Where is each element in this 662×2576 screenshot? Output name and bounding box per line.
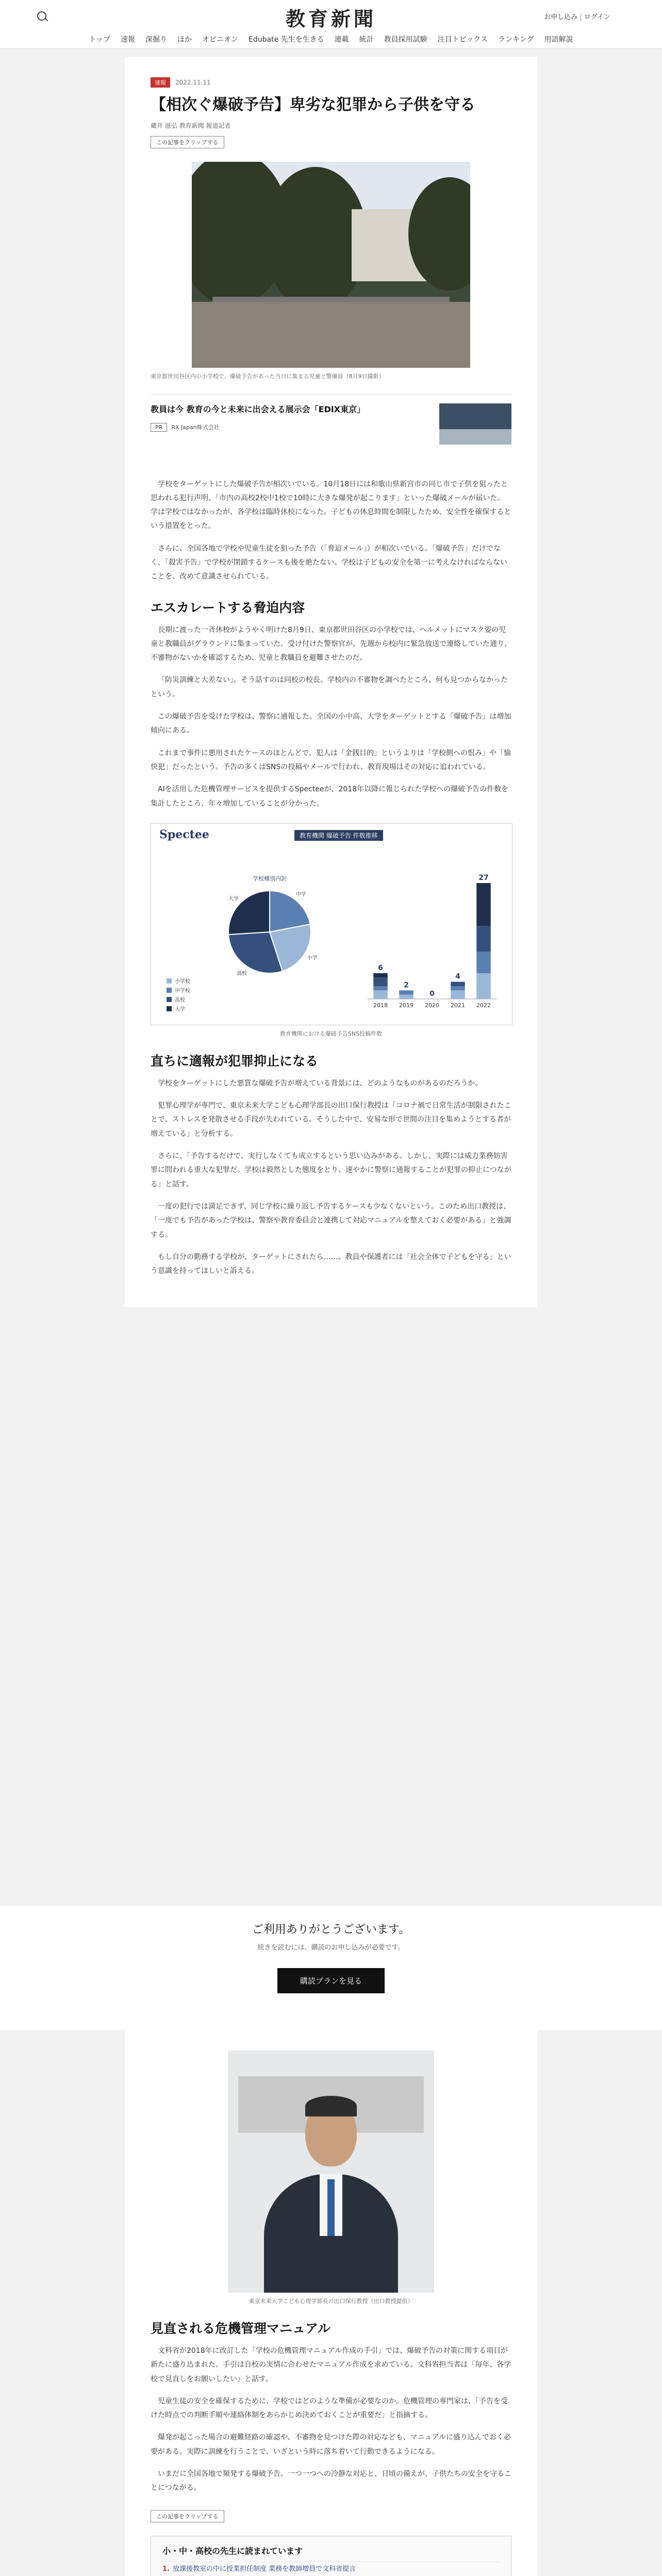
paragraph: もし自分の勤務する学校が、ターゲットにされたら……。教員や保護者には「社会全体で子どもを守る」という意識を持ってほしいと訴える。 <box>151 1252 511 1276</box>
nav-list <box>89 31 573 48</box>
legend-label: 高校 <box>175 997 185 1003</box>
paragraph: 一度の犯行では満足できず、同じ学校に繰り返し予告するケースも少なくないという。このため出口教授は、「一度でも予告があった学校は、警察や教育委員会と連携して対応マニュアルを整えておく必要がある」と強調する。 <box>151 1202 511 1239</box>
ranking-number: 1. <box>162 2565 170 2573</box>
bar-segment <box>373 977 388 986</box>
paragraph: これまで事件に悪用されたケースのほとんどで、犯人は「金銭目的」というよりは「学校側への恨み」や「愉快犯」だったという。予告の多くはSNSの投稿やメールで行われ、教育現場はその対応に追われている。 <box>151 749 511 771</box>
bar-total-label: 6 <box>378 963 383 972</box>
paragraph: 「防災訓練と大差ない」。そう話すのは同校の校長。学校内の不審物を調べたところ、何も見つからなかったという。 <box>151 676 508 699</box>
paragraph: 文科省が2018年に改訂した「学校の危機管理マニュアル作成の手引」では、爆破予告の対策に関する項目が新たに盛り込まれた。手引は自校の実情に合わせたマニュアル作成を求めている。文科省担当者は「毎年、各学校で見直しをお願いしたい」と話す。 <box>151 2347 511 2383</box>
bar-segment <box>399 990 413 994</box>
pie-label: 中学 <box>296 891 307 897</box>
chart-caption: 教育機関における爆破予告SNS投稿件数 <box>279 1030 383 1037</box>
paragraph: 長期に渡った一斉休校がようやく明けた8月9日、東京都世田谷区の小学校では、ヘルメットにマスク姿の児童と教職員がグラウンドに集まっていた。受け付けた警察官が、先週から校内に緊急放送で連絡していた通り、不審物がないかを確認するため、児童と教職員を避難させたのだ。 <box>151 625 511 663</box>
section-heading-2: 直ちに適報が犯罪抑止になる <box>151 1053 319 1069</box>
signup-link[interactable]: お申し込み <box>544 13 578 21</box>
category-badge[interactable]: 速報 <box>151 77 170 88</box>
bar-segment <box>476 883 491 926</box>
legend-swatch <box>167 997 172 1002</box>
bar-segment <box>399 995 413 999</box>
site-logo[interactable]: 教育新聞 <box>285 7 376 30</box>
legend-label: 中学校 <box>175 988 190 994</box>
bar-segment <box>373 973 388 977</box>
login-link[interactable]: ログイン <box>584 13 610 21</box>
chart-canvas <box>151 824 512 1025</box>
byline: 蔵井 滋弘 教育新聞 報道記者 <box>151 122 231 129</box>
paragraph: さらに、全国各地で学校や児童生徒を狙った予告（「脅迫メール」）が相次いでいる。「爆破予告」だけでなく、「殺害予告」で学校が閉鎖するケースも後を絶たない。学校は子どもの安全を第一に考えなければならないことを、改めて意識させられている。 <box>151 544 508 581</box>
x-tick-label: 2020 <box>425 1002 439 1009</box>
paragraph: 児童生徒の安全を確保するために、学校ではどのような準備が必要なのか。危機管理の専門家は、「予告を受けた時点での判断手順や連絡体制をあらかじめ決めておくことが重要だ」と指摘する。 <box>151 2397 508 2420</box>
nav-item[interactable]: 教員採用試験 <box>384 36 427 44</box>
bar-total-label: 2 <box>404 981 409 990</box>
ranking-item-title[interactable]: 放課後教室の中に授業担任制度 業務を教師増員で文科省提言 <box>173 2565 356 2573</box>
bar-total-label: 0 <box>429 989 435 998</box>
nav-item[interactable]: ランキング <box>498 36 534 44</box>
bar-total-label: 27 <box>478 873 489 882</box>
paragraph: さらに、「予告するだけで、実行しなくても成立するという思い込みがある。しかし、実際には威力業務妨害罪に問われる重大な犯罪だ。学校は毅然とした態度をとり、速やかに警察に通報することが犯罪の抑止につながる」と話す。 <box>151 1152 511 1189</box>
bar-segment <box>373 990 388 999</box>
nav-item[interactable]: 用語解説 <box>544 36 573 44</box>
nav-item[interactable]: 連載 <box>334 36 349 44</box>
global-nav <box>0 31 662 49</box>
bar-total-label: 4 <box>455 972 460 981</box>
article <box>125 57 537 1307</box>
legend-label: 大学 <box>175 1006 185 1012</box>
pie-label: 大学 <box>228 896 239 902</box>
bar-segment <box>476 952 491 973</box>
legend-swatch <box>167 978 172 984</box>
subscription-plan-button[interactable]: 購読プランを見る <box>277 1968 385 1993</box>
chart-title: 教育機関 爆破予告 件数推移 <box>294 830 383 841</box>
article-body <box>151 478 511 1279</box>
article-photo <box>192 162 470 368</box>
sponsor-name: RX Japan株式会社 <box>171 423 220 431</box>
promo-thumbnail[interactable] <box>439 403 511 445</box>
paragraph: この爆破予告を受けた学校は、警察に通報した。全国の小中高、大学をターゲットとする「爆破予告」は増加傾向にある。 <box>151 713 511 735</box>
paywall <box>0 1906 662 2030</box>
ranking-list <box>162 2562 500 2576</box>
section-heading-3: 見直される危機管理マニュアル <box>151 2321 331 2336</box>
site-header <box>0 0 662 31</box>
bar-segment <box>451 982 465 986</box>
paragraph: 学校をターゲットにした爆破予告が相次いでいる。10月18日には和歌山県新宮市の同じ市で子供を狙ったと思われる犯行声明、「市内の高校2校中1校で10時に大きな爆発が起こります」といった爆破メールが届いた。学は学校ではなかったが、各学校は臨時休校になった。子どもの休息時間を制限したため、安全性を確保するという措置をとった。 <box>151 480 511 531</box>
bar-segment <box>476 926 491 952</box>
x-tick-label: 2022 <box>476 1002 491 1009</box>
pr-badge: PR <box>151 423 167 432</box>
x-tick-label: 2019 <box>399 1002 413 1009</box>
pie-title: 学校種別内訳 <box>253 875 287 882</box>
pie-label: 高校 <box>237 971 247 977</box>
promo-title[interactable]: 教員は今 教育の今と未来に出会える展示会「EDIX東京」 <box>151 404 366 414</box>
legend-swatch <box>167 988 172 993</box>
article-title: 【相次ぐ爆破予告】卑劣な犯罪から子供を守る <box>151 96 475 114</box>
paragraph: 犯罪心理学が専門で、東京未来大学こども心理学部長の出口保行教授は「コロナ禍で日常生活が制限されたことで、ストレスを発散させる手段が失われている。そうした中で、安易な形で世間の注目を集めようとする者が増えている」と分析する。 <box>151 1101 511 1138</box>
portrait-caption: 東京未来大学こども心理学部長の出口保行教授（出口教授提供） <box>249 2298 413 2304</box>
nav-item[interactable]: 注目トピックス <box>437 36 488 44</box>
nav-item[interactable]: オピニオン <box>202 36 239 44</box>
ranking-title: 小・中・高校の先生に読まれています <box>162 2546 303 2556</box>
nav-item[interactable]: 深掘り <box>145 36 168 44</box>
section-heading-1: エスカレートする脅迫内容 <box>151 600 305 615</box>
ranking-item[interactable] <box>162 2562 500 2576</box>
x-tick-label: 2021 <box>451 1002 465 1009</box>
nav-item[interactable]: ほか <box>177 36 192 44</box>
article-meta <box>151 77 511 88</box>
article-date: 2022.11.11 <box>175 79 211 86</box>
paywall-title: ご利用ありがとうございます。 <box>252 1923 410 1936</box>
legend-swatch <box>167 1006 172 1011</box>
nav-item[interactable]: 統計 <box>359 36 374 44</box>
paragraph: 爆発が起こった場合の避難経路の確認や、不審物を見つけた際の対応なども、マニュアルに盛り込んでおく必要がある。実際に訓練を行うことで、いざという時に落ち着いて行動できるようになる。 <box>151 2433 511 2456</box>
photo-caption: 東京都世田谷区内の小学校で、爆破予告があった当日に集まる児童と警備員（8月9日撮影） <box>151 372 385 380</box>
chart-brand: Spectee <box>159 827 209 841</box>
promo-card[interactable] <box>151 395 511 460</box>
bomb-threat-chart <box>151 823 512 1025</box>
nav-item[interactable]: Edubate 先生を生きる <box>249 36 324 44</box>
bar-segment <box>476 973 491 999</box>
nav-item[interactable]: トップ <box>89 36 111 44</box>
portrait-photo <box>228 2050 434 2293</box>
bar-segment <box>451 990 465 999</box>
paragraph: いまだに全国各地で頻発する爆破予告。一つ一つへの冷静な対応と、日頃の備えが、子供たちの安全を守ることにつながる。 <box>151 2470 511 2493</box>
bar-segment <box>373 986 388 990</box>
pie-label: 小学 <box>307 955 318 961</box>
clip-button[interactable]: この記事をクリップする <box>151 136 224 148</box>
paywall-note: 続きを読むには、購読のお申し込みが必要です。 <box>257 1944 405 1952</box>
auth-links: お申し込み | ログイン <box>544 13 610 21</box>
x-tick-label: 2018 <box>373 1002 388 1009</box>
paragraph: 学校をターゲットにした悪質な爆破予告が増えている背景には、どのようなものがあるのだろうか。 <box>158 1079 483 1088</box>
article-continued <box>125 2030 537 2576</box>
nav-item[interactable]: 速報 <box>121 36 136 44</box>
bar-segment <box>451 986 465 990</box>
paragraph: AIを活用した危機管理サービスを提供するSpecteeが、2018年以降に報じられた学校への爆破予告の件数を集計したところ、年々増加していることが分かった。 <box>151 785 509 808</box>
legend-label: 小学校 <box>175 978 190 985</box>
ranking-box <box>151 2536 511 2576</box>
clip-button-bottom[interactable]: この記事をクリップする <box>151 2510 224 2522</box>
